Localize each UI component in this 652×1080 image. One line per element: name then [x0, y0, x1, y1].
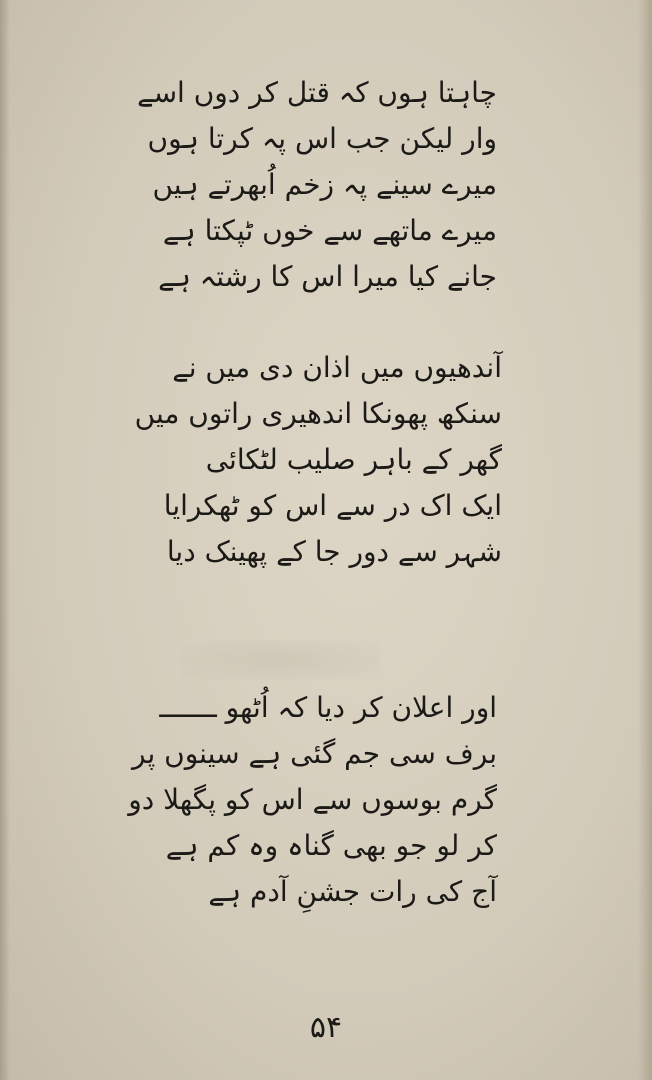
verse-line: ایک اک در سے اس کو ٹھکرایا: [163, 489, 502, 522]
stanza-2: [134, 345, 502, 575]
page-number: ۵۴: [309, 1010, 343, 1045]
verse-line: وار لیکن جب اس پہ کرتا ہوں: [147, 122, 497, 155]
stanza-3: [128, 685, 497, 915]
verse-line: اور اعلان کر دیا کہ اُٹھو ـــــــ: [159, 691, 497, 724]
verse-line: شہر سے دور جا کے پھینک دیا: [166, 535, 502, 568]
verse-line: میرے سینے پہ زخم اُبھرتے ہیں: [152, 168, 497, 201]
verse-line: میرے ماتھے سے خوں ٹپکتا ہے: [162, 214, 497, 247]
paper-stain: [180, 640, 380, 680]
verse-line: سنکھ پھونکا اندھیری راتوں میں: [134, 397, 502, 430]
verse-line: گھر کے باہر صلیب لٹکائی: [205, 443, 502, 476]
verse-line: چاہتا ہوں کہ قتل کر دوں اسے: [137, 76, 497, 109]
verse-line: برف سی جم گئی ہے سینوں پر: [132, 737, 497, 770]
verse-line: کر لو جو بھی گناہ وہ کم ہے: [165, 829, 497, 862]
stanza-1: [137, 70, 497, 300]
verse-line: گرم بوسوں سے اس کو پگھلا دو: [128, 783, 497, 816]
page-edge-right: [638, 0, 652, 1080]
page-edge-left: [0, 0, 10, 1080]
verse-line: جانے کیا میرا اس کا رشتہ ہے: [158, 260, 497, 293]
verse-line: آندھیوں میں اذان دی میں نے: [172, 351, 502, 384]
verse-line: آج کی رات جشنِ آدم ہے: [208, 875, 497, 908]
